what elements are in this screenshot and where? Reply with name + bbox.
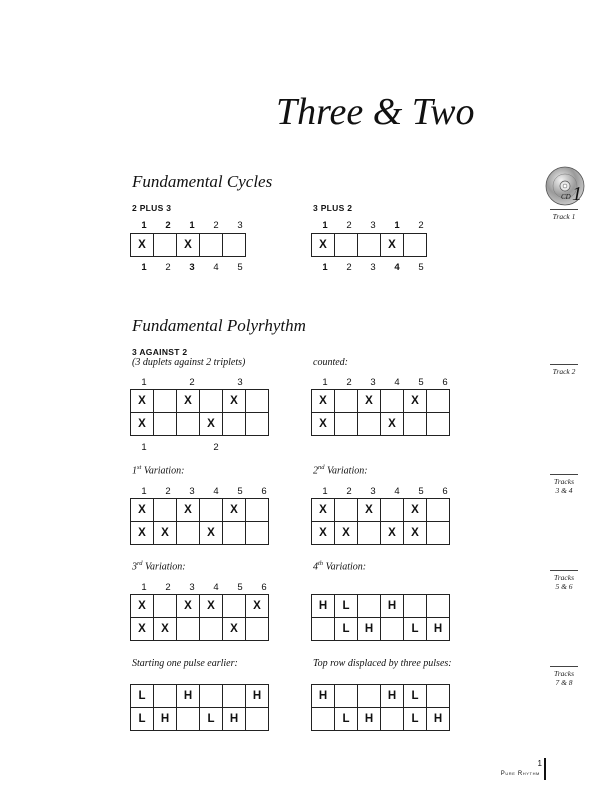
displaced-grid bbox=[311, 684, 450, 731]
grid-cell bbox=[223, 595, 246, 618]
grid-cell: X bbox=[223, 499, 246, 522]
displaced-label: Top row displaced by three pulses: bbox=[313, 658, 452, 669]
count-label: 2 bbox=[346, 220, 352, 231]
grid-cell bbox=[312, 708, 335, 731]
count-label: 4 bbox=[213, 582, 219, 593]
variation-3-label: 3rd Variation: bbox=[132, 560, 186, 573]
grid-row bbox=[131, 499, 269, 522]
variation-2-label: 2nd Variation: bbox=[313, 464, 368, 477]
count-label: 1 bbox=[189, 220, 195, 231]
count-label: 5 bbox=[418, 377, 424, 388]
grid-cell: X bbox=[200, 522, 223, 545]
grid-cell: X bbox=[404, 390, 427, 413]
grid-cell: X bbox=[404, 499, 427, 522]
grid-cell bbox=[427, 390, 450, 413]
count-label: 1 bbox=[322, 262, 328, 273]
count-label: 3 bbox=[370, 486, 376, 497]
count-label: 2 bbox=[346, 377, 352, 388]
count-label: 6 bbox=[442, 377, 448, 388]
grid-cell: X bbox=[223, 390, 246, 413]
variation-4-label: 4th Variation: bbox=[313, 560, 367, 573]
grid-cell: X bbox=[200, 413, 223, 436]
count-label: 3 bbox=[189, 486, 195, 497]
marker-line: Tracks bbox=[553, 573, 574, 582]
grid-row bbox=[312, 685, 450, 708]
against-label: 3 AGAINST 2 bbox=[132, 347, 188, 357]
grid-cell: X bbox=[358, 390, 381, 413]
grid-cell: X bbox=[177, 499, 200, 522]
count-label: 6 bbox=[261, 486, 267, 497]
grid-cell: H bbox=[223, 708, 246, 731]
count-label: 1 bbox=[141, 486, 147, 497]
count-label: 2 bbox=[346, 486, 352, 497]
grid-cell bbox=[404, 413, 427, 436]
cycle-top-counts-right bbox=[313, 220, 473, 234]
grid-cell: X bbox=[131, 499, 154, 522]
grid-row bbox=[131, 234, 246, 257]
grid-cell bbox=[246, 390, 269, 413]
grid-cell: X bbox=[131, 522, 154, 545]
section-heading-cycles: Fundamental Cycles bbox=[132, 172, 273, 191]
grid-cell bbox=[427, 522, 450, 545]
count-label: 2 bbox=[418, 220, 424, 231]
counted-grid bbox=[311, 389, 450, 436]
count-label: 1 bbox=[322, 220, 328, 231]
marker-line: 7 & 8 bbox=[555, 678, 573, 687]
count-label: 5 bbox=[418, 262, 424, 273]
grid-cell bbox=[335, 499, 358, 522]
marker-line: 5 & 6 bbox=[555, 582, 573, 591]
grid-cell bbox=[246, 499, 269, 522]
grid-cell: L bbox=[404, 618, 427, 641]
grid-row bbox=[131, 413, 269, 436]
grid-row bbox=[312, 234, 427, 257]
grid-cell: X bbox=[335, 522, 358, 545]
grid-cell bbox=[358, 413, 381, 436]
count-label: 5 bbox=[237, 486, 243, 497]
book-title: Pure Rhythm bbox=[500, 771, 540, 777]
grid-cell: H bbox=[381, 685, 404, 708]
grid-cell bbox=[335, 685, 358, 708]
count-label: 2 bbox=[165, 582, 171, 593]
grid-cell bbox=[154, 685, 177, 708]
variation-3-grid bbox=[130, 594, 269, 641]
grid-cell bbox=[223, 413, 246, 436]
count-label: 5 bbox=[237, 582, 243, 593]
count-label: 2 bbox=[165, 486, 171, 497]
count-label: 5 bbox=[237, 262, 243, 273]
count-label: 3 bbox=[189, 582, 195, 593]
grid-cell: L bbox=[131, 708, 154, 731]
count-label: 4 bbox=[213, 262, 219, 273]
count-label: 2 bbox=[165, 262, 171, 273]
grid-cell bbox=[154, 595, 177, 618]
cycle-bottom-counts-left bbox=[132, 262, 292, 276]
count-label: 1 bbox=[394, 220, 400, 231]
against-subtitle: (3 duplets against 2 triplets) bbox=[132, 357, 246, 368]
grid-cell: L bbox=[404, 708, 427, 731]
grid-cell bbox=[358, 595, 381, 618]
grid-cell: X bbox=[131, 234, 154, 257]
grid-cell: X bbox=[200, 595, 223, 618]
page-number: 1 bbox=[537, 759, 542, 768]
grid-cell: X bbox=[131, 618, 154, 641]
count-label: 4 bbox=[394, 486, 400, 497]
grid-cell bbox=[335, 413, 358, 436]
grid-cell: X bbox=[131, 413, 154, 436]
grid-cell bbox=[404, 234, 427, 257]
count-label: 1 bbox=[141, 220, 147, 231]
grid-cell: H bbox=[358, 618, 381, 641]
variation-2-grid bbox=[311, 498, 450, 545]
count-label: 5 bbox=[418, 486, 424, 497]
count-label: 2 bbox=[213, 220, 219, 231]
grid-cell bbox=[223, 522, 246, 545]
grid-cell: H bbox=[177, 685, 200, 708]
grid-cell bbox=[154, 413, 177, 436]
grid-cell: H bbox=[381, 595, 404, 618]
grid-cell: X bbox=[246, 595, 269, 618]
grid-cell bbox=[223, 685, 246, 708]
variation-1-grid bbox=[130, 498, 269, 545]
count-label: 2 bbox=[213, 442, 219, 453]
marker-line: Tracks bbox=[553, 477, 574, 486]
count-label: 3 bbox=[370, 377, 376, 388]
grid-cell bbox=[427, 595, 450, 618]
counted-label: counted: bbox=[313, 357, 348, 368]
grid-cell: X bbox=[381, 522, 404, 545]
cd-label: CD bbox=[561, 193, 571, 201]
count-label: 3 bbox=[237, 377, 243, 388]
tracks-7-8-marker bbox=[550, 666, 578, 687]
grid-cell bbox=[335, 234, 358, 257]
grid-cell: L bbox=[404, 685, 427, 708]
grid-cell: X bbox=[154, 522, 177, 545]
cycle-grid-3-plus-2 bbox=[311, 233, 427, 257]
grid-row bbox=[131, 595, 269, 618]
grid-cell bbox=[427, 413, 450, 436]
cycle-label-2-plus-3: 2 PLUS 3 bbox=[132, 203, 172, 213]
count-label: 1 bbox=[322, 377, 328, 388]
cycle-bottom-counts-right bbox=[313, 262, 473, 276]
count-label: 4 bbox=[394, 377, 400, 388]
grid-cell bbox=[200, 390, 223, 413]
grid-cell: X bbox=[381, 413, 404, 436]
grid-cell bbox=[427, 685, 450, 708]
grid-row bbox=[131, 685, 269, 708]
count-label: 2 bbox=[346, 262, 352, 273]
grid-cell bbox=[404, 595, 427, 618]
grid-cell: X bbox=[404, 522, 427, 545]
grid-cell bbox=[177, 413, 200, 436]
against-grid bbox=[130, 389, 269, 436]
grid-cell bbox=[200, 234, 223, 257]
grid-cell bbox=[335, 390, 358, 413]
count-label: 1 bbox=[322, 486, 328, 497]
grid-cell: H bbox=[427, 618, 450, 641]
count-label: 3 bbox=[189, 262, 195, 273]
grid-cell bbox=[200, 685, 223, 708]
grid-cell: L bbox=[335, 618, 358, 641]
grid-cell: X bbox=[312, 390, 335, 413]
grid-cell: L bbox=[131, 685, 154, 708]
tracks-5-6-marker bbox=[550, 570, 578, 591]
grid-cell: L bbox=[335, 595, 358, 618]
count-label: 1 bbox=[141, 377, 147, 388]
count-label: 4 bbox=[213, 486, 219, 497]
grid-cell bbox=[246, 708, 269, 731]
grid-cell bbox=[358, 685, 381, 708]
grid-cell: X bbox=[177, 595, 200, 618]
grid-cell: H bbox=[312, 595, 335, 618]
grid-row bbox=[312, 499, 450, 522]
count-label: 1 bbox=[141, 262, 147, 273]
grid-cell bbox=[381, 499, 404, 522]
earlier-grid bbox=[130, 684, 269, 731]
grid-row bbox=[312, 708, 450, 731]
count-label: 2 bbox=[165, 220, 171, 231]
grid-row bbox=[131, 618, 269, 641]
grid-cell: H bbox=[358, 708, 381, 731]
count-label: 2 bbox=[189, 377, 195, 388]
grid-cell: X bbox=[177, 234, 200, 257]
grid-cell: H bbox=[312, 685, 335, 708]
count-label: 6 bbox=[261, 582, 267, 593]
grid-cell bbox=[200, 499, 223, 522]
grid-row bbox=[131, 708, 269, 731]
cycle-top-counts-left bbox=[132, 220, 292, 234]
grid-cell: X bbox=[312, 522, 335, 545]
count-label: 4 bbox=[394, 262, 400, 273]
earlier-label: Starting one pulse earlier: bbox=[132, 658, 238, 669]
grid-cell bbox=[200, 618, 223, 641]
marker-line: Tracks bbox=[553, 669, 574, 678]
grid-cell: X bbox=[312, 499, 335, 522]
grid-cell bbox=[177, 618, 200, 641]
tracks-3-4-marker bbox=[550, 474, 578, 495]
grid-cell: H bbox=[154, 708, 177, 731]
cycle-grid-2-plus-3 bbox=[130, 233, 246, 257]
grid-cell bbox=[246, 618, 269, 641]
grid-cell bbox=[427, 499, 450, 522]
grid-row bbox=[312, 390, 450, 413]
cd-number: 1 bbox=[572, 183, 582, 205]
grid-row bbox=[312, 522, 450, 545]
grid-cell: L bbox=[335, 708, 358, 731]
count-label: 3 bbox=[237, 220, 243, 231]
grid-row bbox=[131, 522, 269, 545]
grid-cell bbox=[154, 234, 177, 257]
against-bottom-counts bbox=[132, 442, 292, 456]
count-label: 1 bbox=[141, 582, 147, 593]
grid-cell: H bbox=[246, 685, 269, 708]
count-label: 1 bbox=[141, 442, 147, 453]
grid-cell bbox=[246, 522, 269, 545]
grid-cell: X bbox=[312, 234, 335, 257]
grid-cell bbox=[177, 708, 200, 731]
grid-cell bbox=[312, 618, 335, 641]
grid-row bbox=[312, 413, 450, 436]
grid-cell bbox=[381, 708, 404, 731]
grid-cell bbox=[154, 499, 177, 522]
count-label: 3 bbox=[370, 262, 376, 273]
grid-cell bbox=[154, 390, 177, 413]
grid-cell bbox=[358, 234, 381, 257]
cycle-label-3-plus-2: 3 PLUS 2 bbox=[313, 203, 353, 213]
grid-cell bbox=[246, 413, 269, 436]
marker-line: 3 & 4 bbox=[555, 486, 573, 495]
grid-cell: L bbox=[200, 708, 223, 731]
grid-cell: X bbox=[154, 618, 177, 641]
grid-cell bbox=[381, 390, 404, 413]
variation-4-grid bbox=[311, 594, 450, 641]
grid-row bbox=[131, 390, 269, 413]
grid-cell: X bbox=[358, 499, 381, 522]
count-label: 3 bbox=[370, 220, 376, 231]
footer-rule bbox=[544, 758, 546, 780]
count-label: 6 bbox=[442, 486, 448, 497]
grid-row bbox=[312, 595, 450, 618]
grid-cell: X bbox=[381, 234, 404, 257]
section-heading-polyrhythm: Fundamental Polyrhythm bbox=[132, 316, 306, 335]
grid-cell bbox=[358, 522, 381, 545]
grid-cell: X bbox=[131, 595, 154, 618]
page-title: Three & Two bbox=[276, 91, 475, 133]
grid-cell bbox=[177, 522, 200, 545]
grid-cell: H bbox=[427, 708, 450, 731]
variation-1-label: 1st Variation: bbox=[132, 464, 185, 477]
grid-cell bbox=[381, 618, 404, 641]
grid-cell: X bbox=[312, 413, 335, 436]
grid-cell: X bbox=[131, 390, 154, 413]
grid-cell bbox=[223, 234, 246, 257]
grid-row bbox=[312, 618, 450, 641]
grid-cell: X bbox=[223, 618, 246, 641]
track-2-marker: Track 2 bbox=[550, 364, 578, 376]
track-1-marker: Track 1 bbox=[550, 209, 578, 221]
grid-cell: X bbox=[177, 390, 200, 413]
